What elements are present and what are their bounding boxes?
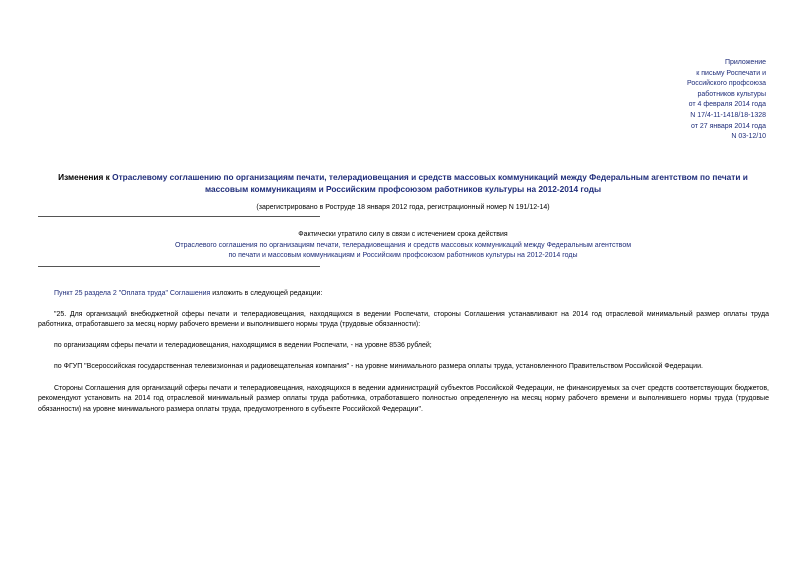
divider-bottom [38,266,320,267]
paragraph-intro-text: изложить в следующей редакции: [210,290,323,297]
agreement-link[interactable]: Отраслевому соглашению по организациям печати, телерадиовещания и средств массовых коммуникаций между Федеральным агентством по печати и массовым коммуникациям и Российским профсоюзом работников культуры на 2012-2014 годы [112,172,748,194]
registration-note: (зарегистрировано в Роструде 18 января 2012 года, регистрационный номер N 191/12-14) [256,204,550,211]
paragraph-print-orgs: по организациям сферы печати и телерадиовещания, находящимся в ведении Роспечати, - на уровне 8536 рублей; [54,342,432,349]
appendix-line: Приложение [724,59,766,66]
appendix-block [687,58,766,143]
appendix-line: N 17/4-11-1418/18-1328 [690,111,766,119]
title-prefix: Изменения к [58,172,113,182]
divider-top [38,216,320,217]
paragraph-25: "25. Для организаций внебюджетной сферы печати и телерадиовещания, находящихся в ведении Роспечати, стороны Соглашения устанавливают на 2014 год отраслевой минимальный размер оплаты труда работника, отработавшего за месяц норму рабочего времени и выполнившего нормы труда (трудовые обязанности): [38,311,769,329]
appendix-line: к письму Роспечати и [696,69,766,77]
appendix-line: Российского профсоюза [686,80,766,88]
lost-force-line: Фактически утратило силу в связи с истечением срока действия [298,231,508,238]
appendix-line: работников культуры [697,90,766,98]
document-title [38,172,768,195]
paragraph-intro [38,289,769,299]
lost-force-block [150,230,656,262]
appendix-line: от 4 февраля 2014 года [688,101,766,109]
paragraph-regional: Стороны Соглашения для организаций сферы печати и телерадиовещания, находящихся в ведении администраций субъектов Российской Федерации, не финансируемых за счет средств соответствующих бюджетов, рекомендуют установить на 2014 год отраслевой минимальный размер оплаты труда работника, отработавшего полностью определенную на месяц норму рабочего времени и выполнившего нормы труда (трудовые обязанности) на уровне минимального размера оплаты труда, предусмотренного в субъекте Российской Федерации". [38,385,769,413]
lost-force-link-line[interactable]: Отраслевого соглашения по организациям печати, телерадиовещания и средств массовых коммуникаций между Федеральным агентством [174,241,632,249]
clause-link[interactable]: Пункт 25 раздела 2 "Оплата труда" Соглашения [54,290,211,297]
lost-force-link-line[interactable]: по печати и массовым коммуникациям и Российским профсоюзом работников культуры на 2012-2014 годы [228,252,578,259]
appendix-line: от 27 января 2014 года [691,122,766,130]
paragraph-fgup: по ФГУП "Всероссийская государственная телевизионная и радиовещательная компания" - на уровне минимального размера оплаты труда, установленного Правительством Российской Федерации. [54,363,703,370]
appendix-line: N 03-12/10 [731,133,766,141]
